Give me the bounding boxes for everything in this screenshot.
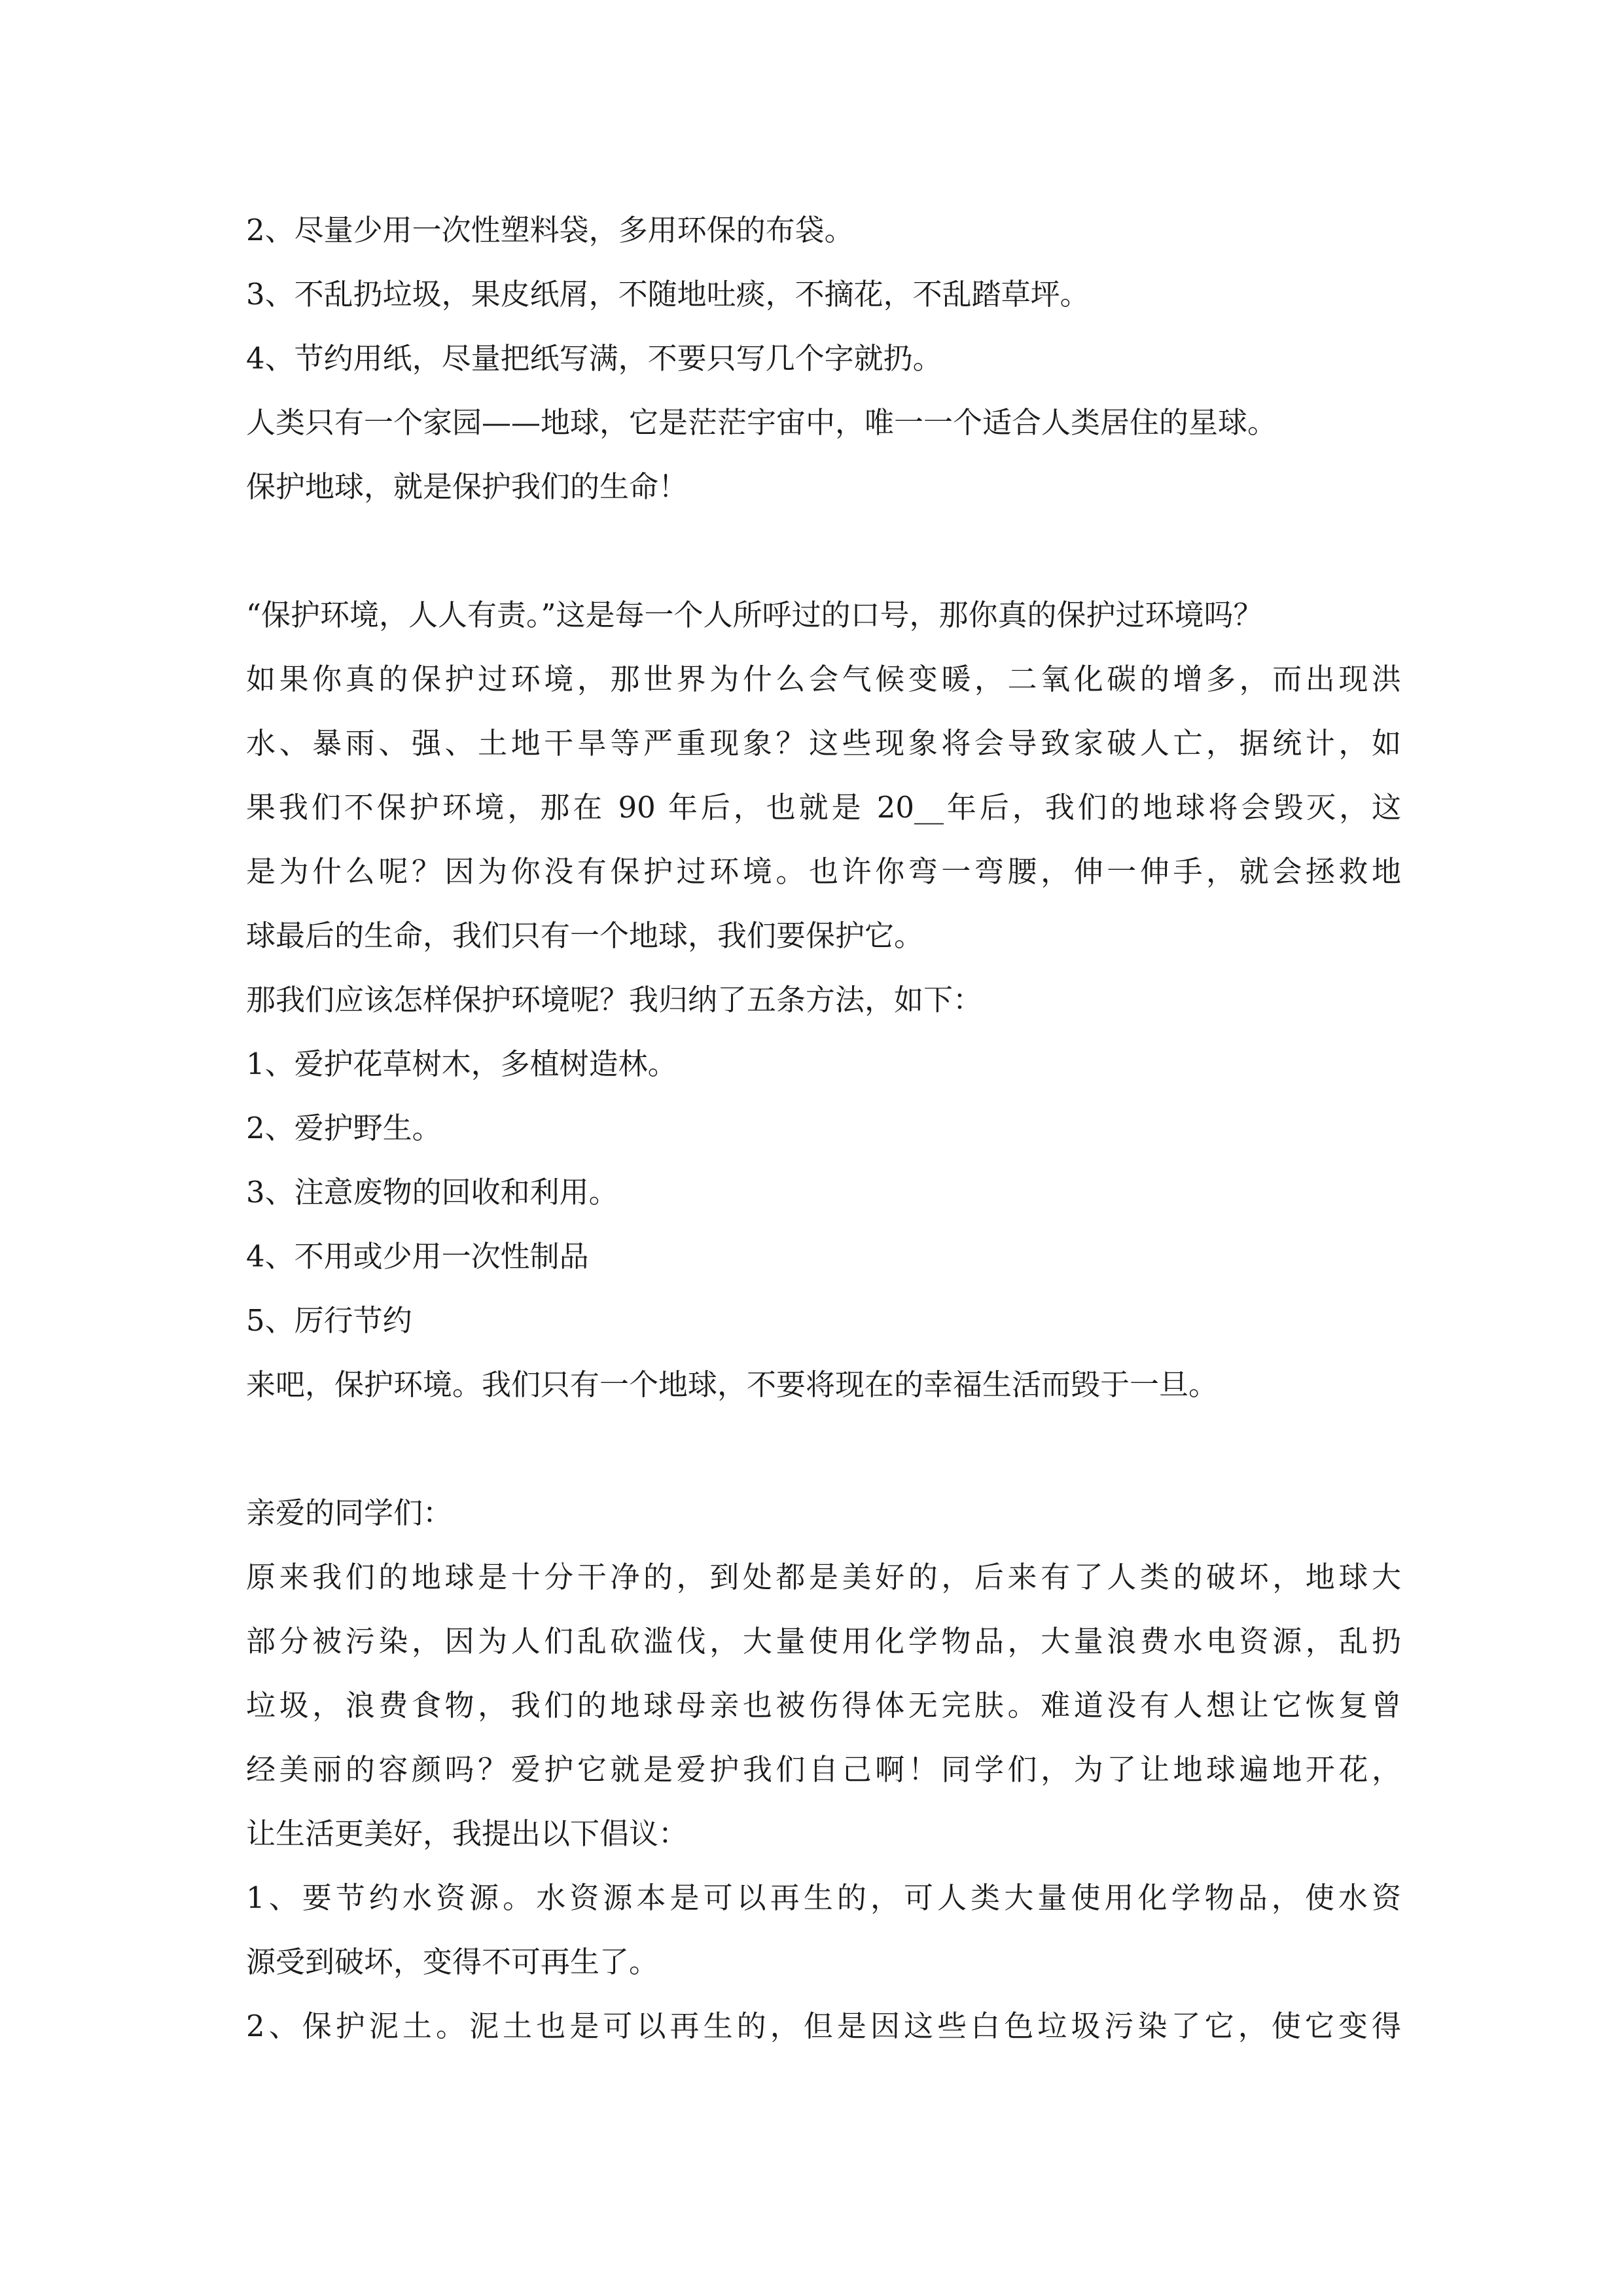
section-initiative-letter — [246, 1481, 1401, 2058]
text-line: 人类只有一个家园——地球，它是茫茫宇宙中，唯一一个适合人类居住的星球。 — [246, 405, 1277, 440]
text-line: 球最后的生命，我们只有一个地球，我们要保护它。 — [246, 918, 924, 953]
text-line: 来吧，保护环境。我们只有一个地球，不要将现在的幸福生活而毁于一旦。 — [246, 1367, 1219, 1402]
text-line: “保护环境，人人有责。”这是每一个人所呼过的口号，那你真的保护过环境吗？ — [246, 598, 1263, 632]
section-protect-environment — [246, 583, 1401, 1417]
text-line: 果我们不保护环境，那在 90 年后，也就是 20__年后，我们的地球将会毁灭，这 — [246, 790, 1401, 825]
text-line: 3、不乱扔垃圾，果皮纸屑，不随地吐痰，不摘花，不乱踏草坪。 — [246, 277, 1090, 312]
document-body — [246, 198, 1401, 2058]
list-item: 5、厉行节约 — [246, 1303, 412, 1338]
text-line: 让生活更美好，我提出以下倡议： — [246, 1816, 688, 1851]
section-tips-list — [246, 198, 1401, 519]
list-item: 2、保护泥土。泥土也是可以再生的，但是因这些白色垃圾污染了它，使它变得 — [246, 2009, 1401, 2043]
text-line: 如果你真的保护过环境，那世界为什么会气候变暖，二氧化碳的增多，而出现洪 — [246, 662, 1401, 696]
text-line: 2、尽量少用一次性塑料袋，多用环保的布袋。 — [246, 213, 854, 247]
list-item: 3、注意废物的回收和利用。 — [246, 1175, 618, 1210]
text-line: 部分被污染，因为人们乱砍滥伐，大量使用化学物品，大量浪费水电资源，乱扔 — [246, 1624, 1401, 1659]
text-line: 4、节约用纸，尽量把纸写满，不要只写几个字就扔。 — [246, 341, 942, 376]
list-item: 1、爱护花草树木，多植树造林。 — [246, 1047, 677, 1081]
text-line: 是为什么呢？因为你没有保护过环境。也许你弯一弯腰，伸一伸手，就会拯救地 — [246, 854, 1401, 889]
text-line: 原来我们的地球是十分干净的，到处都是美好的，后来有了人类的破坏，地球大 — [246, 1560, 1401, 1594]
text-line: 源受到破坏，变得不可再生了。 — [246, 1945, 659, 1979]
text-line: 保护地球，就是保护我们的生命！ — [246, 469, 688, 504]
paragraph-gap — [246, 519, 1401, 583]
paragraph-gap — [246, 1417, 1401, 1481]
text-line: 垃圾，浪费食物，我们的地球母亲也被伤得体无完肤。难道没有人想让它恢复曾 — [246, 1688, 1401, 1723]
text-line: 水、暴雨、强、土地干旱等严重现象？这些现象将会导致家破人亡，据统计，如 — [246, 726, 1401, 761]
text-line: 那我们应该怎样保护环境呢？我归纳了五条方法，如下： — [246, 982, 983, 1017]
list-item: 4、不用或少用一次性制品 — [246, 1239, 589, 1274]
list-item: 2、爱护野生。 — [246, 1111, 442, 1145]
text-line: 经美丽的容颜吗？爱护它就是爱护我们自己啊！同学们，为了让地球遍地开花， — [246, 1752, 1401, 1787]
salutation: 亲爱的同学们： — [246, 1496, 453, 1530]
list-item: 1、要节约水资源。水资源本是可以再生的，可人类大量使用化学物品，使水资 — [246, 1880, 1401, 1915]
